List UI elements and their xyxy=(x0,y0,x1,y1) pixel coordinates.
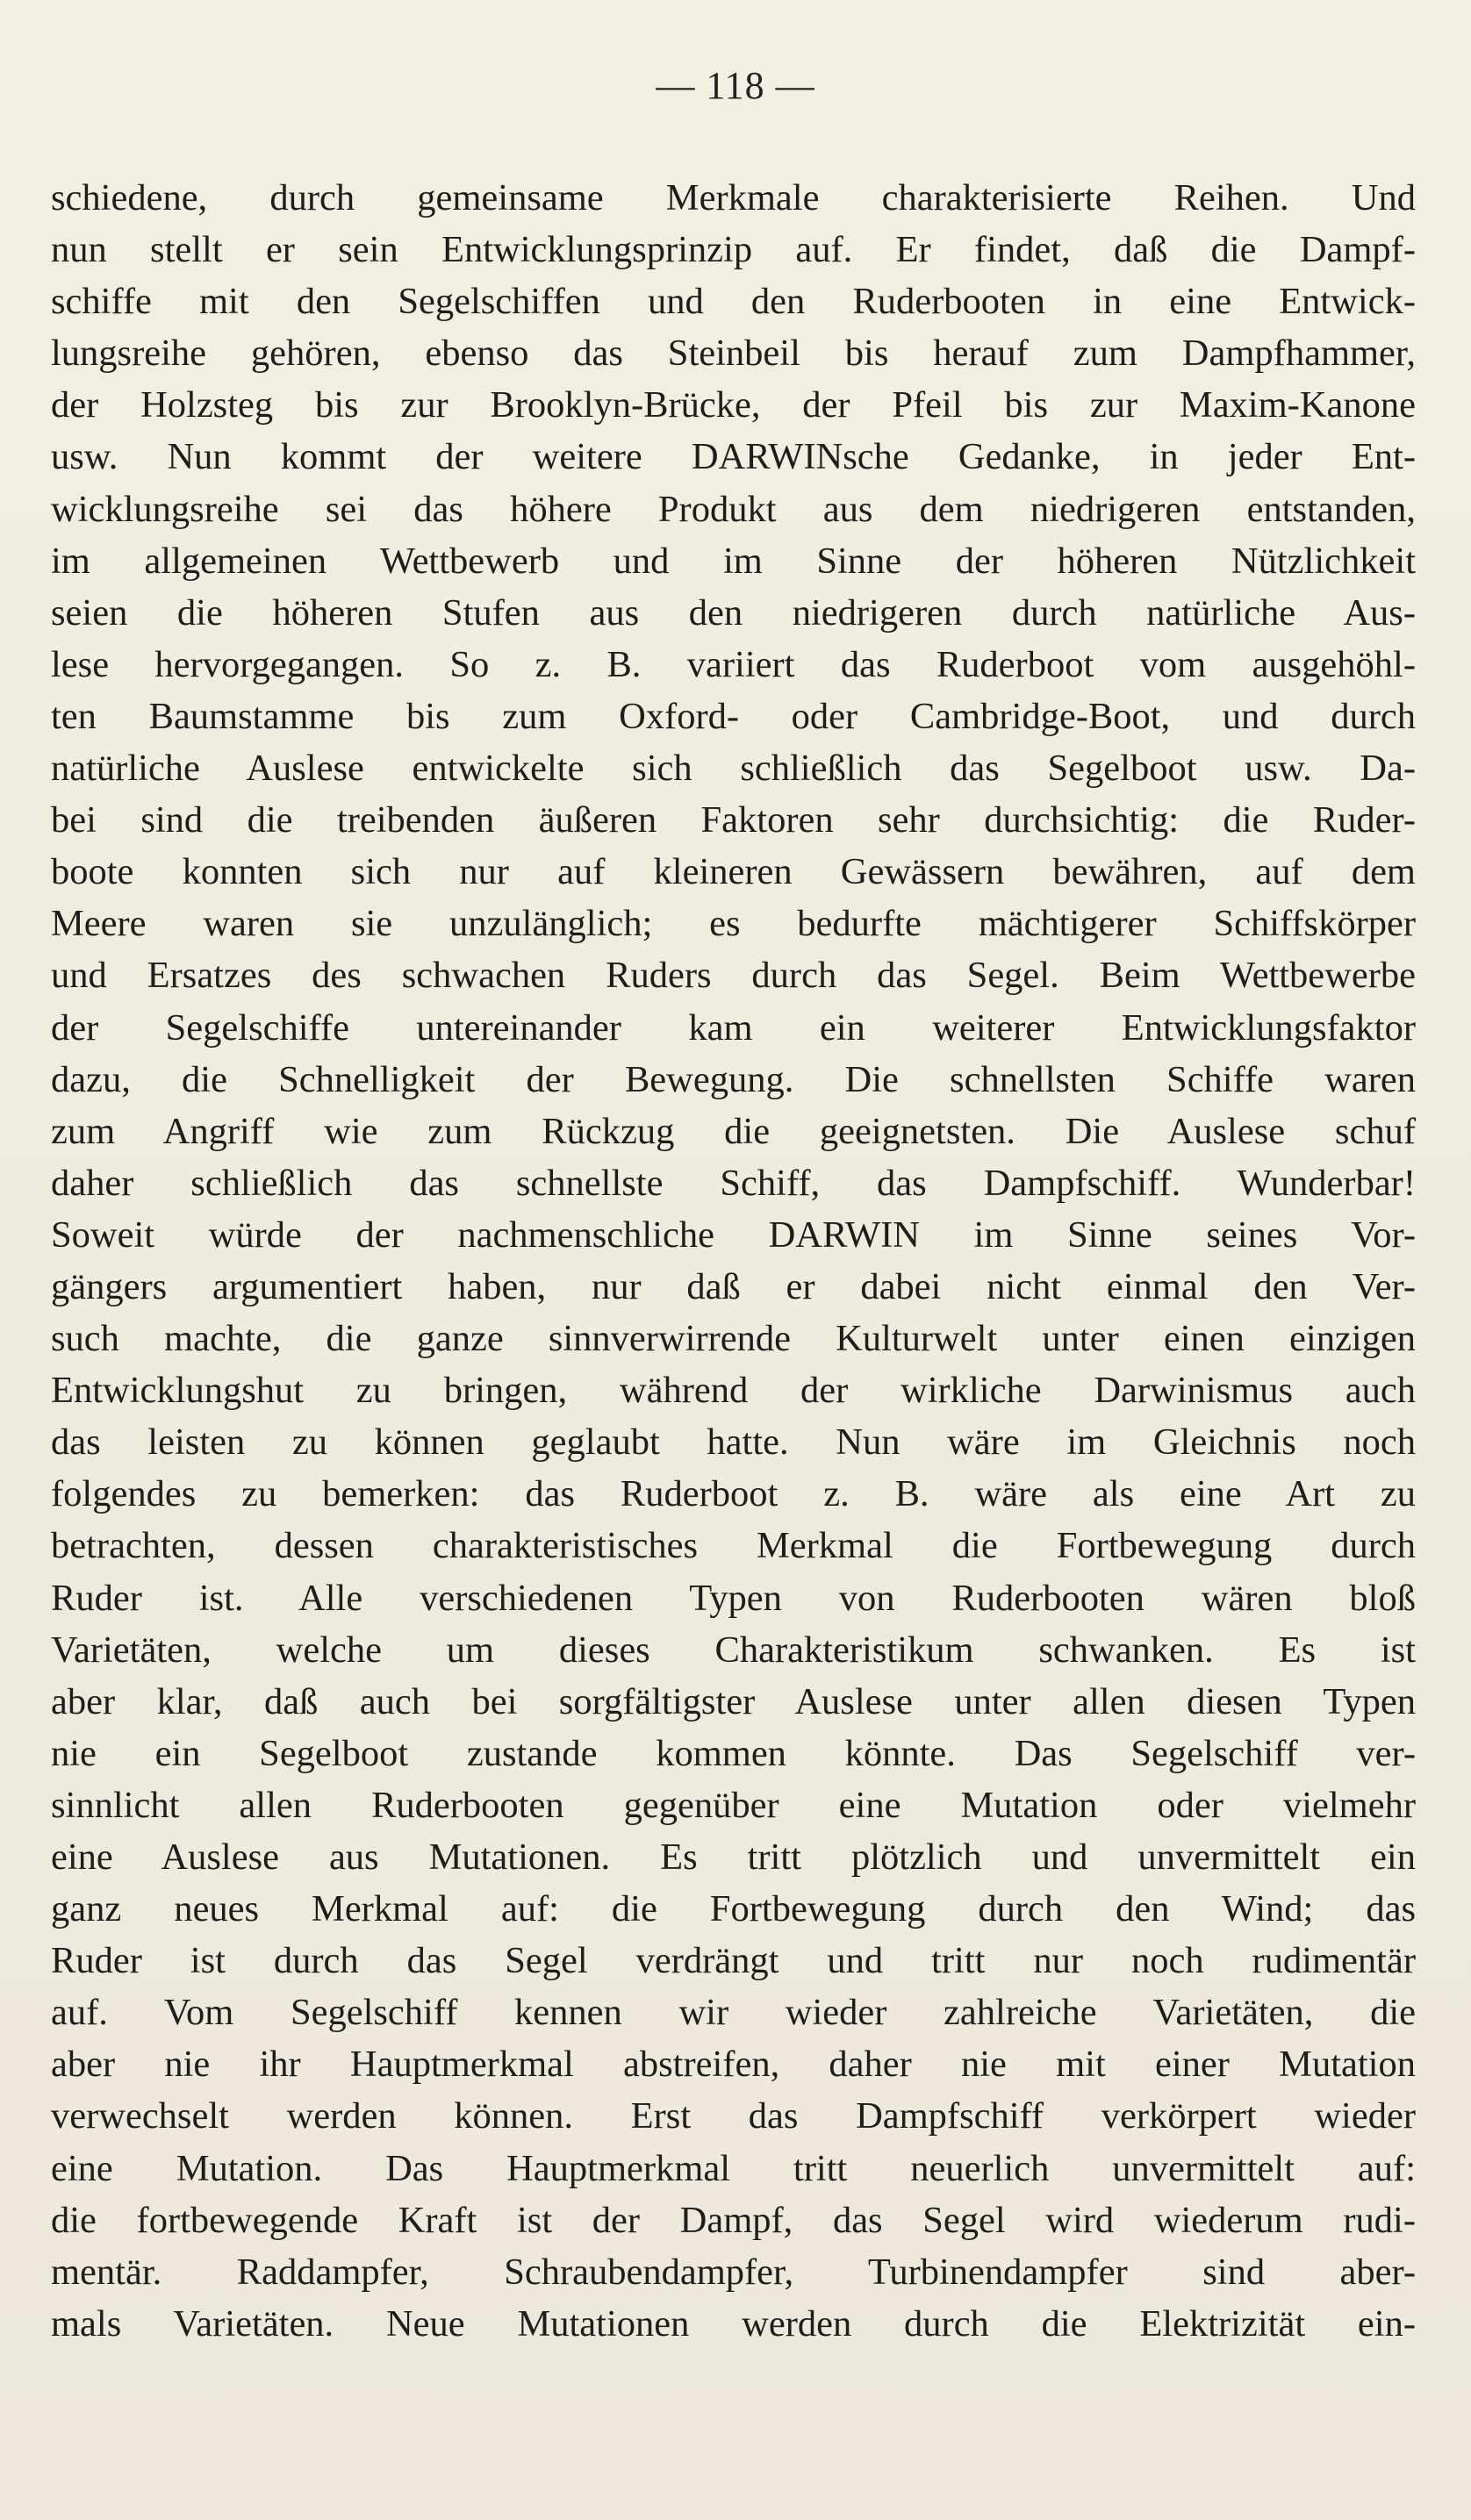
text-line: lese hervorgegangen. So z. B. variiert das Ruderboot vom ausgehöhl- xyxy=(51,643,1416,685)
text-line: auf. Vom Segelschiff kennen wir wieder zahlreiche Varietäten, die xyxy=(51,1992,1416,2034)
text-line: zum Angriff wie zum Rückzug die geeignetsten. Die Auslese schuf xyxy=(51,1110,1416,1152)
text-line: betrachten, dessen charakteristisches Merkmal die Fortbewegung durch xyxy=(51,1525,1416,1567)
text-line: natürliche Auslese entwickelte sich schließlich das Segelboot usw. Da- xyxy=(51,748,1416,790)
text-line: aber nie ihr Hauptmerkmal abstreifen, daher nie mit einer Mutation xyxy=(51,2044,1416,2086)
text-line: dazu, die Schnelligkeit der Bewegung. Die schnellsten Schiffe waren xyxy=(51,1058,1416,1100)
text-line: nun stellt er sein Entwicklungsprinzip auf. Er findet, daß die Dampf- xyxy=(51,229,1416,271)
text-line: die fortbewegende Kraft ist der Dampf, das Segel wird wiederum rudi- xyxy=(51,2199,1416,2241)
text-line: ganz neues Merkmal auf: die Fortbewegung durch den Wind; das xyxy=(51,1888,1416,1930)
text-line: ten Baumstamme bis zum Oxford- oder Cambridge-Boot, und durch xyxy=(51,695,1416,737)
text-line: wicklungsreihe sei das höhere Produkt aus dem niedrigeren entstanden, xyxy=(51,488,1416,530)
page-number: — 118 — xyxy=(656,64,815,107)
text-line: verwechselt werden können. Erst das Dampfschiff verkörpert wieder xyxy=(51,2095,1416,2137)
text-line: Ruder ist durch das Segel verdrängt und tritt nur noch rudimentär xyxy=(51,1940,1416,1982)
text-line: sinnlicht allen Ruderbooten gegenüber eine Mutation oder vielmehr xyxy=(51,1784,1416,1826)
body-text xyxy=(51,172,1416,2350)
text-line: schiedene, durch gemeinsame Merkmale charakterisierte Reihen. Und xyxy=(51,177,1416,218)
text-line: lungsreihe gehören, ebenso das Steinbeil bis herauf zum Dampfhammer, xyxy=(51,333,1416,375)
text-line: gängers argumentiert haben, nur daß er dabei nicht einmal den Ver- xyxy=(51,1265,1416,1307)
text-line: boote konnten sich nur auf kleineren Gewässern bewähren, auf dem xyxy=(51,851,1416,893)
text-line: schiffe mit den Segelschiffen und den Ruderbooten in eine Entwick- xyxy=(51,281,1416,323)
text-line: Varietäten, welche um dieses Charakteristikum schwanken. Es ist xyxy=(51,1629,1416,1671)
text-line: eine Mutation. Das Hauptmerkmal tritt neuerlich unvermittelt auf: xyxy=(51,2147,1416,2189)
text-line: aber klar, daß auch bei sorgfältigster Auslese unter allen diesen Typen xyxy=(51,1680,1416,1722)
text-line: nie ein Segelboot zustande kommen könnte. Das Segelschiff ver- xyxy=(51,1732,1416,1774)
text-line: Soweit würde der nachmenschliche DARWIN im Sinne seines Vor- xyxy=(51,1213,1416,1256)
text-line: such machte, die ganze sinnverwirrende Kulturwelt unter einen einzigen xyxy=(51,1318,1416,1360)
text-line: mentär. Raddampfer, Schraubendampfer, Turbinendampfer sind aber- xyxy=(51,2251,1416,2293)
text-line: der Segelschiffe untereinander kam ein weiterer Entwicklungsfaktor xyxy=(51,1006,1416,1049)
text-line: eine Auslese aus Mutationen. Es tritt plötzlich und unvermittelt ein xyxy=(51,1836,1416,1878)
text-line: der Holzsteg bis zur Brooklyn-Brücke, der Pfeil bis zur Maxim-Kanone xyxy=(51,384,1416,426)
text-line: Ruder ist. Alle verschiedenen Typen von Ruderbooten wären bloß xyxy=(51,1577,1416,1619)
text-line: und Ersatzes des schwachen Ruders durch das Segel. Beim Wettbewerbe xyxy=(51,955,1416,997)
text-line: usw. Nun kommt der weitere DARWINsche Gedanke, in jeder Ent- xyxy=(51,436,1416,478)
text-line: mals Varietäten. Neue Mutationen werden durch die Elektrizität ein- xyxy=(51,2302,1416,2345)
text-line: seien die höheren Stufen aus den niedrigeren durch natürliche Aus- xyxy=(51,591,1416,634)
text-line: folgendes zu bemerken: das Ruderboot z. B. wäre als eine Art zu xyxy=(51,1473,1416,1515)
text-line: daher schließlich das schnellste Schiff, das Dampfschiff. Wunderbar! xyxy=(51,1162,1416,1204)
text-line: im allgemeinen Wettbewerb und im Sinne der höheren Nützlichkeit xyxy=(51,540,1416,582)
text-line: bei sind die treibenden äußeren Faktoren sehr durchsichtig: die Ruder- xyxy=(51,799,1416,841)
text-line: Meere waren sie unzulänglich; es bedurfte mächtigerer Schiffskörper xyxy=(51,903,1416,945)
text-line: das leisten zu können geglaubt hatte. Nun wäre im Gleichnis noch xyxy=(51,1421,1416,1464)
text-line: Entwicklungshut zu bringen, während der wirkliche Darwinismus auch xyxy=(51,1370,1416,1412)
